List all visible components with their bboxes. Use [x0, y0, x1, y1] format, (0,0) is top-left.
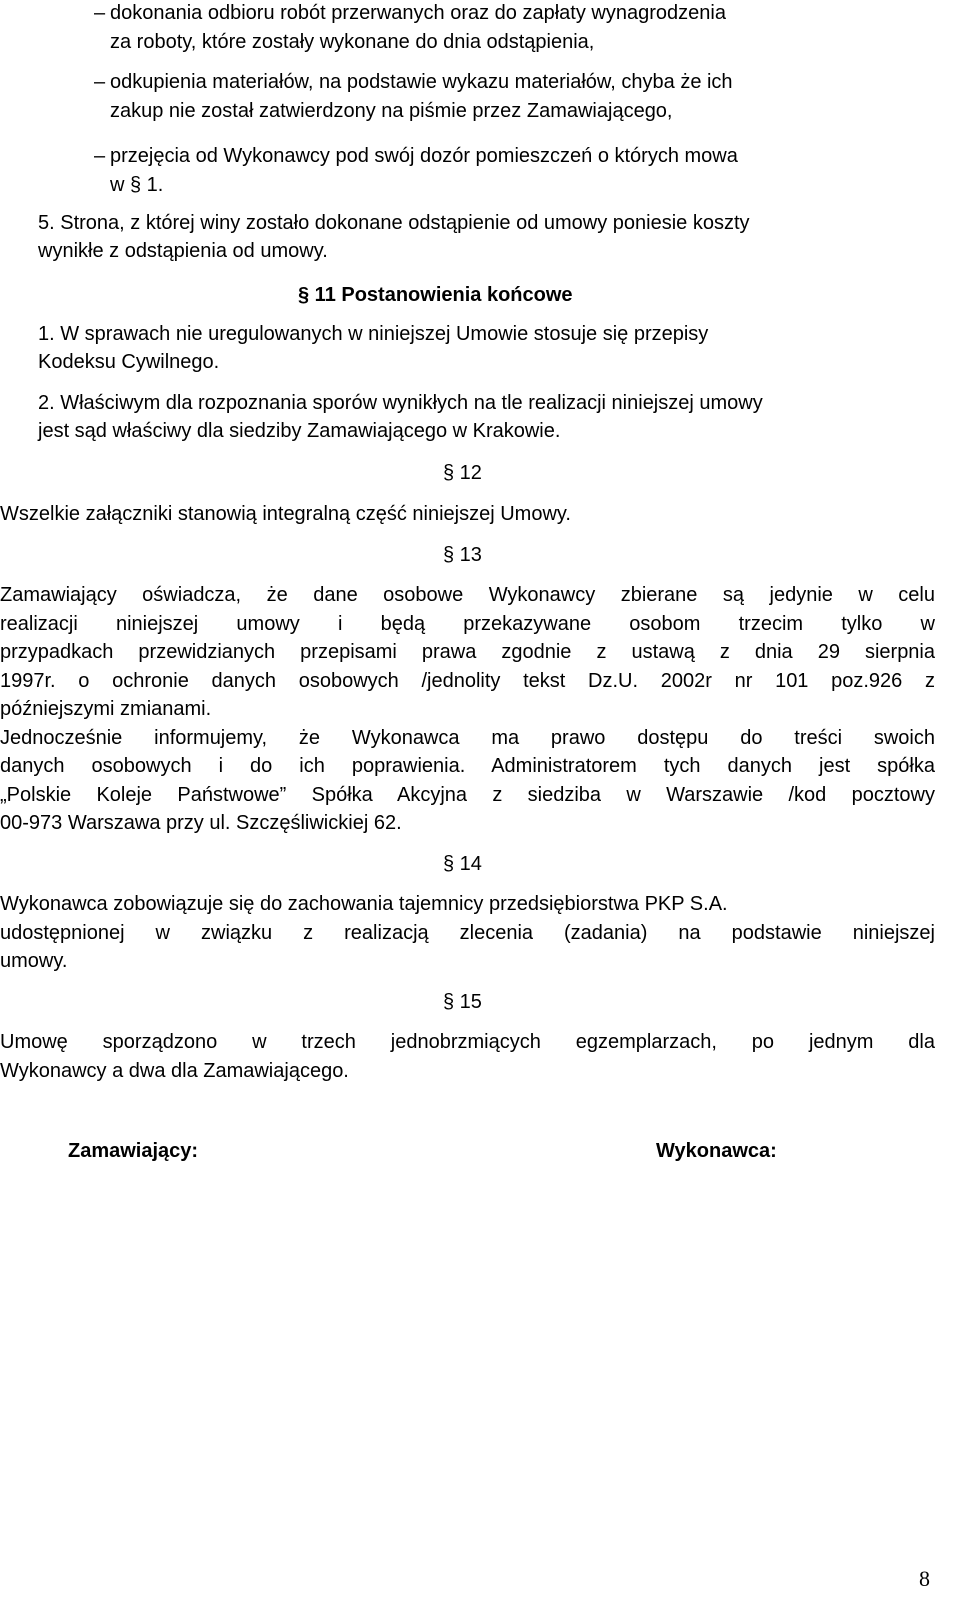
section-13-heading: § 13 [443, 544, 482, 566]
section-15-line: Umowę sporządzono w trzech jednobrzmiących egzemplarzach, po jednym dla [0, 1031, 935, 1053]
page-number: 8 [919, 1566, 930, 1591]
text-line: odkupienia materiałów, na podstawie wykazu materiałów, chyba że ich [110, 71, 733, 93]
section-12-text: Wszelkie załączniki stanowią integralną część niniejszej Umowy. [0, 503, 571, 525]
text-line: w § 1. [110, 174, 164, 196]
section-11-heading: § 11 Postanowienia końcowe [298, 284, 573, 306]
section-15-heading: § 15 [443, 991, 482, 1013]
section-11-p2-line1: 2. Właściwym dla rozpoznania sporów wynikłych na tle realizacji niniejszej umowy [38, 392, 763, 414]
section-13-line: danych osobowych i do ich poprawienia. Administratorem tych danych jest spółka [0, 755, 935, 777]
text-line: dokonania odbioru robót przerwanych oraz do zapłaty wynagrodzenia [110, 2, 726, 24]
paragraph-5-line2: wynikłe z odstąpienia od umowy. [38, 240, 328, 262]
section-11-p1-line1: 1. W sprawach nie uregulowanych w niniejszej Umowie stosuje się przepisy [38, 323, 709, 345]
dash-marker: – [94, 71, 106, 93]
text-line: za roboty, które zostały wykonane do dnia odstąpienia, [110, 31, 595, 53]
section-15-line: Wykonawcy a dwa dla Zamawiającego. [0, 1060, 349, 1082]
paragraph-5-line1: 5. Strona, z której winy zostało dokonane odstąpienie od umowy poniesie koszty [38, 212, 750, 234]
text-line: przejęcia od Wykonawcy pod swój dozór pomieszczeń o których mowa [110, 145, 738, 167]
dash-marker: – [94, 2, 106, 24]
section-13-line: 1997r. o ochronie danych osobowych /jednolity tekst Dz.U. 2002r nr 101 poz.926 z [0, 670, 935, 692]
section-13-line: przypadkach przewidzianych przepisami prawa zgodnie z ustawą z dnia 29 sierpnia [0, 641, 935, 663]
section-14-line: udostępnionej w związku z realizacją zlecenia (zadania) na podstawie niniejszej [0, 922, 935, 944]
section-14-line: umowy. [0, 950, 68, 972]
section-11-p2-line2: jest sąd właściwy dla siedziby Zamawiającego w Krakowie. [38, 420, 561, 442]
section-13-line: Zamawiający oświadcza, że dane osobowe Wykonawcy zbierane są jedynie w celu [0, 584, 935, 606]
section-13-line: „Polskie Koleje Państwowe” Spółka Akcyjna z siedziba w Warszawie /kod pocztowy [0, 784, 935, 806]
section-13-line: późniejszymi zmianami. [0, 698, 212, 720]
text-line: zakup nie został zatwierdzony na piśmie przez Zamawiającego, [110, 100, 673, 122]
section-11-p1-line2: Kodeksu Cywilnego. [38, 351, 220, 373]
section-14-heading: § 14 [443, 853, 482, 875]
dash-marker: – [94, 145, 106, 167]
section-13-line: 00-973 Warszawa przy ul. Szczęśliwickiej 62. [0, 812, 402, 834]
signature-label-contractor: Wykonawca: [656, 1140, 777, 1162]
section-13-line: realizacji niniejszej umowy i będą przekazywane osobom trzecim tylko w [0, 613, 935, 635]
section-14-line: Wykonawca zobowiązuje się do zachowania tajemnicy przedsiębiorstwa PKP S.A. [0, 893, 728, 915]
section-13-line: Jednocześnie informujemy, że Wykonawca ma prawo dostępu do treści swoich [0, 727, 935, 749]
signature-label-client: Zamawiający: [68, 1140, 199, 1162]
section-12-heading: § 12 [443, 462, 482, 484]
